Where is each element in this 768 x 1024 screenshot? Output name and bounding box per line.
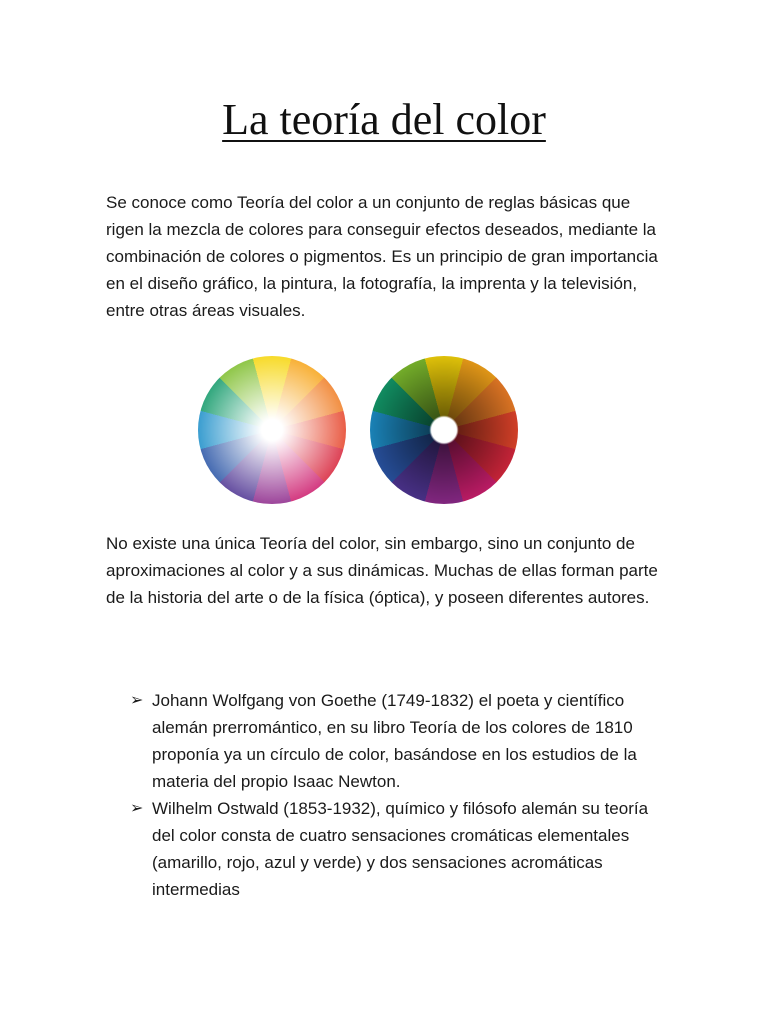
intro-paragraph: Se conoce como Teoría del color a un conjunto de reglas básicas que rigen la mezcla de colores para conseguir efectos deseados, mediante la combinación de colores o pigmentos. Es un principio de gran importancia en el diseño gráfico, la pintura, la fotografía, la imprenta y la televisión, entre otras áreas visuales. <box>106 193 658 320</box>
list-item-text: Johann Wolfgang von Goethe (1749-1832) el poeta y científico alemán prerromántico, en su libro Teoría de los colores de 1810 proponía ya un círculo de color, basándose en los estudios de la materia del propio Isaac Newton. <box>152 691 637 791</box>
arrowhead-bullet-icon: ➢ <box>130 800 144 817</box>
authors-list <box>130 687 670 903</box>
page-title: La teoría del color <box>222 95 546 144</box>
color-wheels-image <box>198 356 558 506</box>
dark-color-wheel <box>370 356 518 504</box>
list-item-text: Wilhelm Ostwald (1853-1932), químico y filósofo alemán su teoría del color consta de cuatro sensaciones cromáticas elementales (amarillo, rojo, azul y verde) y dos sensaciones acromáticas intermedias <box>152 799 649 899</box>
second-paragraph: No existe una única Teoría del color, sin embargo, sino un conjunto de aproximaciones al color y a sus dinámicas. Muchas de ellas forman parte de la historia del arte o de la física (óptica), y poseen diferentes autores. <box>106 534 658 607</box>
light-color-wheel <box>198 356 346 504</box>
arrowhead-bullet-icon: ➢ <box>130 692 144 709</box>
list-item <box>130 687 670 795</box>
list-item <box>130 795 670 903</box>
